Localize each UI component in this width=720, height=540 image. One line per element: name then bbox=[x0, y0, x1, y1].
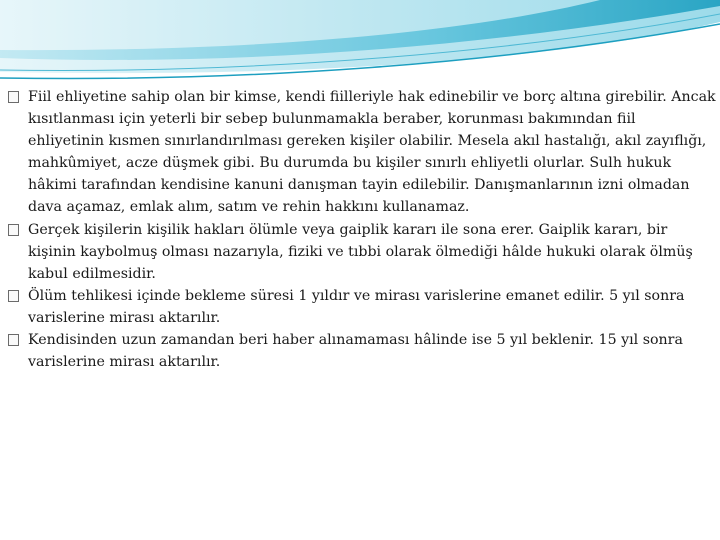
empty-box-bullet-icon bbox=[8, 224, 19, 236]
bullet-item-1 bbox=[8, 86, 716, 219]
empty-box-bullet-icon bbox=[8, 334, 19, 346]
bullet-item-4 bbox=[8, 329, 716, 373]
bullet-text: Gerçek kişilerin kişilik hakları ölümle veya gaiplik kararı ile sona erer. Gaiplik kararı, bir kişinin kaybolmuş olması nazarıyla, fiziki ve tıbbi olarak ölmediği hâlde hukuki olarak ölmüş kabul edilmesidir. bbox=[28, 221, 693, 282]
bullet-item-2 bbox=[8, 219, 716, 285]
header-wave-decoration bbox=[0, 0, 720, 85]
empty-box-bullet-icon bbox=[8, 290, 19, 302]
empty-box-bullet-icon bbox=[8, 91, 19, 103]
bullet-item-3 bbox=[8, 285, 716, 329]
bullet-list bbox=[8, 86, 716, 373]
bullet-text: Ölüm tehlikesi içinde bekleme süresi 1 yıldır ve mirası varislerine emanet edilir. 5 yıl sonra varislerine mirası aktarılır. bbox=[28, 287, 685, 326]
bullet-text: Kendisinden uzun zamandan beri haber alınamaması hâlinde ise 5 yıl beklenir. 15 yıl sonra varislerine mirası aktarılır. bbox=[28, 332, 683, 371]
bullet-text: Fiil ehliyetine sahip olan bir kimse, kendi fiilleriyle hak edinebilir ve borç altına girebilir. Ancak kısıtlanması için yeterli bir sebep bulunmamakla beraber, korunması bakımından fiil ehliyetinin kısmen sınırlandırılması gereken kişiler olabilir. Mesela akıl hastalığı, akıl zayıflığı, mahkûmiyet, acze düşmek gibi. Bu durumda bu kişiler sınırlı ehliyetli olurlar. Sulh hukuk hâkimi tarafından kendisine kanuni danışman tayin edilebilir. Danışmanlarının izni olmadan dava açamaz, emlak alım, satım ve rehin hakkını kullanamaz. bbox=[28, 89, 716, 216]
